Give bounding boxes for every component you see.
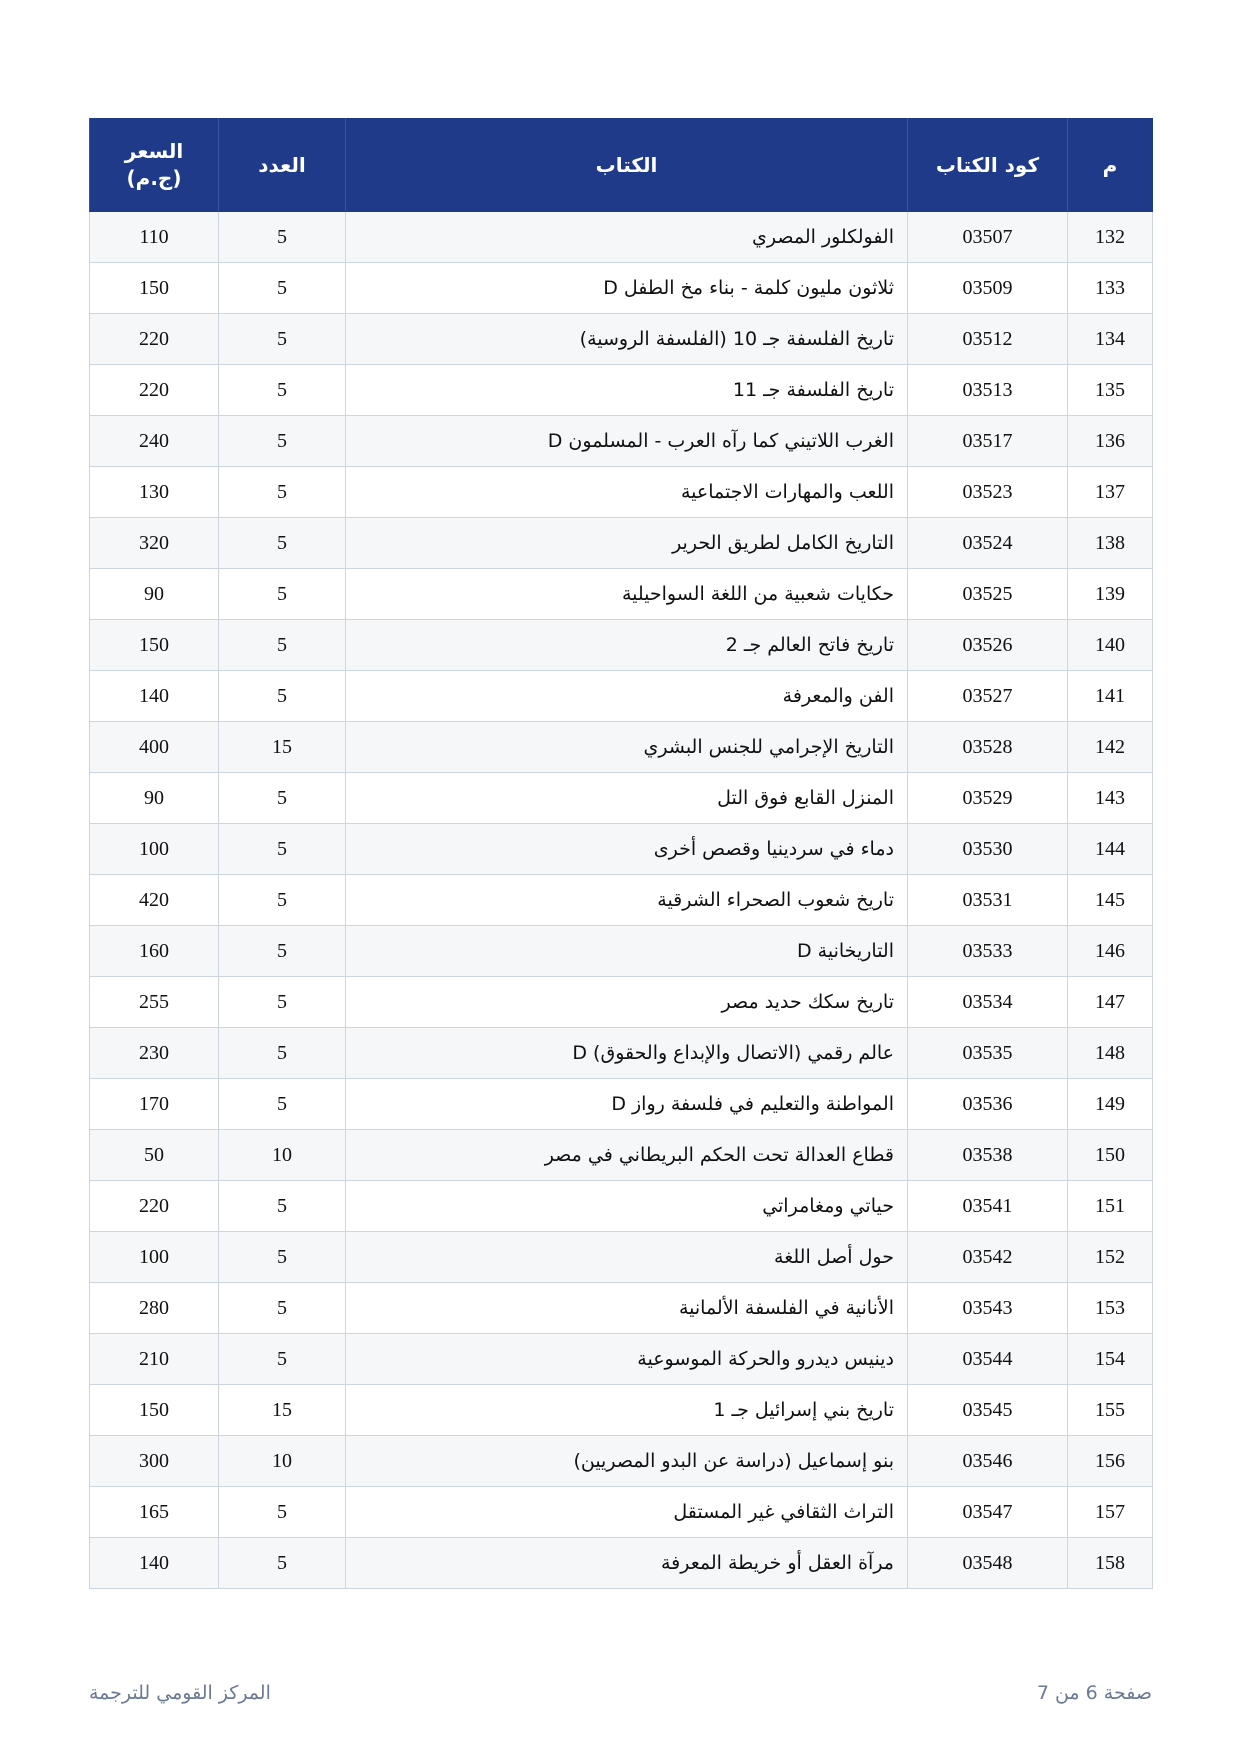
table-row (90, 1487, 1153, 1538)
table-row (90, 722, 1153, 773)
price-cell: 100 (90, 824, 219, 875)
price-cell: 150 (90, 620, 219, 671)
count-cell: 5 (219, 1487, 346, 1538)
table-row (90, 416, 1153, 467)
book-code-cell: 03544 (908, 1334, 1068, 1385)
count-cell: 10 (219, 1130, 346, 1181)
book-title-cell: الغرب اللاتيني كما رآه العرب - المسلمون D (346, 416, 908, 467)
book-title-cell: اللعب والمهارات الاجتماعية (346, 467, 908, 518)
row-num-cell: 153 (1068, 1283, 1153, 1334)
price-cell: 300 (90, 1436, 219, 1487)
book-title-cell: تاريخ الفلسفة جـ 11 (346, 365, 908, 416)
row-num-cell: 140 (1068, 620, 1153, 671)
book-title-cell: تاريخ شعوب الصحراء الشرقية (346, 875, 908, 926)
row-num-cell: 141 (1068, 671, 1153, 722)
price-cell: 210 (90, 1334, 219, 1385)
price-cell: 220 (90, 314, 219, 365)
row-num-cell: 155 (1068, 1385, 1153, 1436)
price-cell: 220 (90, 1181, 219, 1232)
table-row (90, 824, 1153, 875)
row-num-cell: 158 (1068, 1538, 1153, 1589)
count-cell: 5 (219, 671, 346, 722)
count-cell: 5 (219, 1079, 346, 1130)
count-cell: 15 (219, 1385, 346, 1436)
table-row (90, 875, 1153, 926)
book-title-cell: المواطنة والتعليم في فلسفة رواز D (346, 1079, 908, 1130)
table-row (90, 773, 1153, 824)
table-row (90, 212, 1153, 263)
book-title-cell: تاريخ بني إسرائيل جـ 1 (346, 1385, 908, 1436)
row-num-cell: 138 (1068, 518, 1153, 569)
price-cell: 420 (90, 875, 219, 926)
book-title-cell: دينيس ديدرو والحركة الموسوعية (346, 1334, 908, 1385)
book-code-cell: 03542 (908, 1232, 1068, 1283)
row-num-cell: 137 (1068, 467, 1153, 518)
page-number: صفحة 6 من 7 (1036, 1682, 1152, 1704)
book-code-cell: 03536 (908, 1079, 1068, 1130)
book-code-cell: 03541 (908, 1181, 1068, 1232)
book-code-cell: 03529 (908, 773, 1068, 824)
book-title-cell: تاريخ الفلسفة جـ 10 (الفلسفة الروسية) (346, 314, 908, 365)
row-num-cell: 152 (1068, 1232, 1153, 1283)
row-num-cell: 156 (1068, 1436, 1153, 1487)
count-cell: 5 (219, 875, 346, 926)
header-code: كود الكتاب (908, 119, 1068, 212)
book-title-cell: حكايات شعبية من اللغة السواحيلية (346, 569, 908, 620)
book-title-cell: دماء في سردينيا وقصص أخرى (346, 824, 908, 875)
count-cell: 5 (219, 824, 346, 875)
book-title-cell: التاريخ الإجرامي للجنس البشري (346, 722, 908, 773)
book-code-cell: 03525 (908, 569, 1068, 620)
table-row (90, 1283, 1153, 1334)
table-row (90, 1130, 1153, 1181)
book-title-cell: قطاع العدالة تحت الحكم البريطاني في مصر (346, 1130, 908, 1181)
price-cell: 150 (90, 1385, 219, 1436)
price-cell: 165 (90, 1487, 219, 1538)
row-num-cell: 135 (1068, 365, 1153, 416)
count-cell: 15 (219, 722, 346, 773)
count-cell: 5 (219, 416, 346, 467)
table-row (90, 518, 1153, 569)
table-row (90, 365, 1153, 416)
count-cell: 5 (219, 1028, 346, 1079)
table-row (90, 1028, 1153, 1079)
book-title-cell: حياتي ومغامراتي (346, 1181, 908, 1232)
price-cell: 255 (90, 977, 219, 1028)
price-cell: 170 (90, 1079, 219, 1130)
row-num-cell: 144 (1068, 824, 1153, 875)
book-title-cell: بنو إسماعيل (دراسة عن البدو المصريين) (346, 1436, 908, 1487)
table-row (90, 263, 1153, 314)
table-row (90, 1181, 1153, 1232)
header-num: م (1068, 119, 1153, 212)
row-num-cell: 143 (1068, 773, 1153, 824)
books-table (89, 118, 1153, 1589)
header-price-line1: السعر (124, 139, 184, 163)
count-cell: 5 (219, 620, 346, 671)
table-row (90, 467, 1153, 518)
price-cell: 160 (90, 926, 219, 977)
count-cell: 5 (219, 467, 346, 518)
count-cell: 5 (219, 569, 346, 620)
book-code-cell: 03531 (908, 875, 1068, 926)
book-code-cell: 03535 (908, 1028, 1068, 1079)
book-code-cell: 03545 (908, 1385, 1068, 1436)
book-title-cell: المنزل القابع فوق التل (346, 773, 908, 824)
count-cell: 5 (219, 773, 346, 824)
price-cell: 90 (90, 569, 219, 620)
count-cell: 5 (219, 1538, 346, 1589)
count-cell: 5 (219, 518, 346, 569)
count-cell: 5 (219, 263, 346, 314)
price-cell: 240 (90, 416, 219, 467)
row-num-cell: 133 (1068, 263, 1153, 314)
book-title-cell: التاريخ الكامل لطريق الحرير (346, 518, 908, 569)
price-cell: 140 (90, 671, 219, 722)
row-num-cell: 148 (1068, 1028, 1153, 1079)
book-title-cell: تاريخ فاتح العالم جـ 2 (346, 620, 908, 671)
table-row (90, 314, 1153, 365)
book-code-cell: 03526 (908, 620, 1068, 671)
book-code-cell: 03523 (908, 467, 1068, 518)
table-row (90, 1538, 1153, 1589)
row-num-cell: 134 (1068, 314, 1153, 365)
book-code-cell: 03513 (908, 365, 1068, 416)
row-num-cell: 154 (1068, 1334, 1153, 1385)
row-num-cell: 139 (1068, 569, 1153, 620)
book-title-cell: التراث الثقافي غير المستقل (346, 1487, 908, 1538)
book-code-cell: 03547 (908, 1487, 1068, 1538)
price-cell: 230 (90, 1028, 219, 1079)
table-row (90, 1385, 1153, 1436)
price-cell: 90 (90, 773, 219, 824)
table-row (90, 1436, 1153, 1487)
table-body (90, 212, 1153, 1589)
book-code-cell: 03509 (908, 263, 1068, 314)
header-title: الكتاب (346, 119, 908, 212)
book-code-cell: 03546 (908, 1436, 1068, 1487)
row-num-cell: 147 (1068, 977, 1153, 1028)
book-code-cell: 03534 (908, 977, 1068, 1028)
header-price-line2: (ج.م) (126, 166, 182, 190)
table-header (90, 119, 1153, 212)
count-cell: 5 (219, 314, 346, 365)
price-cell: 150 (90, 263, 219, 314)
price-cell: 100 (90, 1232, 219, 1283)
row-num-cell: 150 (1068, 1130, 1153, 1181)
book-code-cell: 03527 (908, 671, 1068, 722)
count-cell: 5 (219, 926, 346, 977)
table-row (90, 569, 1153, 620)
row-num-cell: 157 (1068, 1487, 1153, 1538)
book-code-cell: 03528 (908, 722, 1068, 773)
count-cell: 5 (219, 1283, 346, 1334)
book-title-cell: مرآة العقل أو خريطة المعرفة (346, 1538, 908, 1589)
table-row (90, 620, 1153, 671)
book-code-cell: 03530 (908, 824, 1068, 875)
count-cell: 5 (219, 1334, 346, 1385)
book-title-cell: الأنانية في الفلسفة الألمانية (346, 1283, 908, 1334)
book-title-cell: ثلاثون مليون كلمة - بناء مخ الطفل D (346, 263, 908, 314)
row-num-cell: 151 (1068, 1181, 1153, 1232)
table-row (90, 977, 1153, 1028)
table-row (90, 1232, 1153, 1283)
publisher-name: المركز القومي للترجمة (89, 1682, 271, 1704)
header-row (90, 119, 1153, 212)
table-row (90, 671, 1153, 722)
count-cell: 5 (219, 1181, 346, 1232)
book-title-cell: تاريخ سكك حديد مصر (346, 977, 908, 1028)
price-cell: 130 (90, 467, 219, 518)
row-num-cell: 145 (1068, 875, 1153, 926)
table-row (90, 926, 1153, 977)
row-num-cell: 142 (1068, 722, 1153, 773)
price-cell: 50 (90, 1130, 219, 1181)
count-cell: 5 (219, 212, 346, 263)
book-code-cell: 03543 (908, 1283, 1068, 1334)
book-code-cell: 03533 (908, 926, 1068, 977)
header-price (90, 119, 219, 212)
table-row (90, 1334, 1153, 1385)
book-code-cell: 03512 (908, 314, 1068, 365)
row-num-cell: 146 (1068, 926, 1153, 977)
price-cell: 140 (90, 1538, 219, 1589)
count-cell: 5 (219, 1232, 346, 1283)
book-code-cell: 03517 (908, 416, 1068, 467)
book-code-cell: 03507 (908, 212, 1068, 263)
book-title-cell: الفولكلور المصري (346, 212, 908, 263)
price-cell: 400 (90, 722, 219, 773)
book-title-cell: عالم رقمي (الاتصال والإبداع والحقوق) D (346, 1028, 908, 1079)
price-cell: 220 (90, 365, 219, 416)
table-row (90, 1079, 1153, 1130)
count-cell: 10 (219, 1436, 346, 1487)
price-cell: 110 (90, 212, 219, 263)
header-count: العدد (219, 119, 346, 212)
count-cell: 5 (219, 977, 346, 1028)
book-code-cell: 03524 (908, 518, 1068, 569)
book-title-cell: الفن والمعرفة (346, 671, 908, 722)
row-num-cell: 149 (1068, 1079, 1153, 1130)
row-num-cell: 136 (1068, 416, 1153, 467)
book-title-cell: التاريخانية D (346, 926, 908, 977)
price-cell: 280 (90, 1283, 219, 1334)
book-code-cell: 03538 (908, 1130, 1068, 1181)
price-cell: 320 (90, 518, 219, 569)
book-code-cell: 03548 (908, 1538, 1068, 1589)
book-title-cell: حول أصل اللغة (346, 1232, 908, 1283)
row-num-cell: 132 (1068, 212, 1153, 263)
count-cell: 5 (219, 365, 346, 416)
